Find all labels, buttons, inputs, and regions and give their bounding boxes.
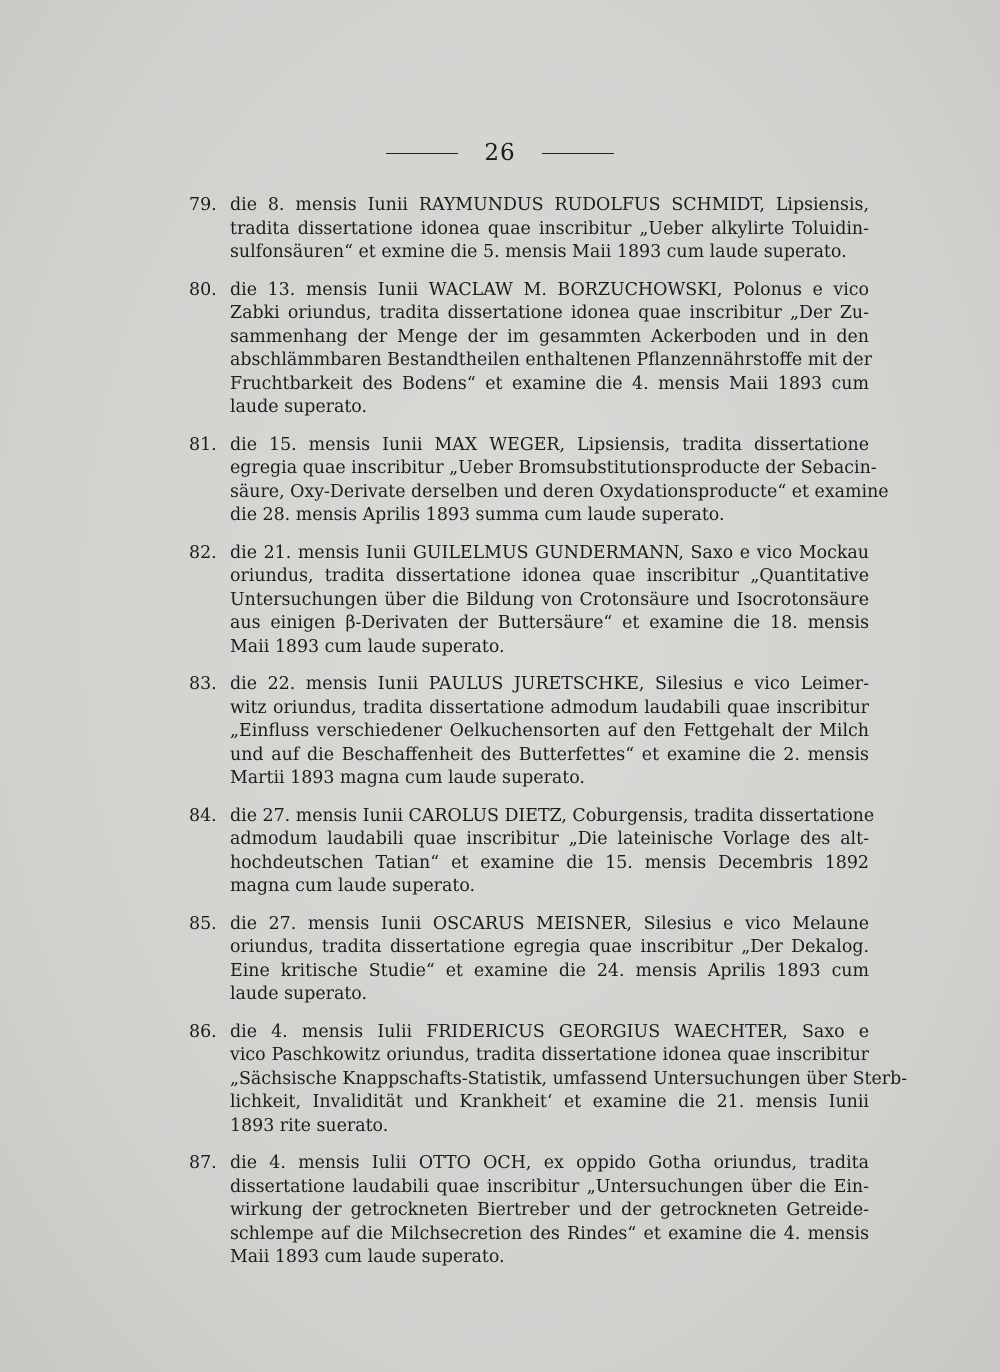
entry-text: die 22. mensis Iunii PAULUS JURETSCHKE, Silesius e vico Leimer- bbox=[230, 674, 869, 694]
entry-line: lichkeit, Invalidität und Krankheit‘ et examine die 21. mensis Iunii bbox=[230, 1092, 869, 1112]
entry-line: oriundus, tradita dissertatione egregia quae inscribitur „Der Dekalog. bbox=[230, 937, 869, 957]
header-rule-left bbox=[386, 153, 458, 154]
entry-number: 80. bbox=[189, 279, 217, 300]
entry-text: die 15. mensis Iunii MAX WEGER, Lipsiensis, tradita dissertatione bbox=[230, 434, 869, 455]
entry-line: die 28. mensis Aprilis 1893 summa cum laude superato. bbox=[230, 505, 725, 525]
entry-number: 87. bbox=[189, 1153, 217, 1173]
entry-line bbox=[189, 913, 869, 937]
entry-line bbox=[189, 434, 869, 458]
entry-line: magna cum laude superato. bbox=[230, 876, 476, 896]
entry-line: abschlämmbaren Bestandtheilen enthaltenen Pflanzennährstoffe mit der bbox=[230, 350, 873, 370]
entry-84 bbox=[189, 805, 875, 899]
entry-line bbox=[189, 542, 869, 566]
entry-line: vico Paschkowitz oriundus, tradita dissertatione idonea quae inscribitur bbox=[230, 1045, 869, 1065]
entry-line: hochdeutschen Tatian“ et examine die 15. mensis Decembris 1892 bbox=[230, 852, 869, 873]
entry-text: die 4. mensis Iulii FRIDERICUS GEORGIUS WAECHTER, Saxo e bbox=[230, 1021, 869, 1042]
entry-line: sulfonsäuren“ et exmine die 5. mensis Maii 1893 cum laude superato. bbox=[230, 242, 847, 262]
entry-line: Untersuchungen über die Bildung von Crotonsäure und Isocrotonsäure bbox=[230, 589, 869, 610]
entry-81 bbox=[189, 434, 889, 528]
entry-number: 86. bbox=[189, 1021, 217, 1042]
entry-79 bbox=[189, 194, 869, 265]
entry-line bbox=[189, 279, 869, 303]
entry-line: admodum laudabili quae inscribitur „Die lateinische Vorlage des alt- bbox=[230, 829, 869, 849]
entry-line: laude superato. bbox=[230, 984, 367, 1004]
entry-number: 85. bbox=[189, 913, 217, 934]
entry-number: 81. bbox=[189, 434, 217, 455]
entry-number: 79. bbox=[189, 195, 217, 215]
entry-line: schlempe auf die Milchsecretion des Rindes“ et examine die 4. mensis bbox=[230, 1223, 869, 1244]
entry-line: „Sächsische Knappschafts-Statistik, umfassend Untersuchungen über Sterb- bbox=[230, 1068, 908, 1089]
entry-line: egregia quae inscribitur „Ueber Bromsubstitutionsproducte der Sebacin- bbox=[230, 458, 877, 478]
entry-line: säure, Oxy-Derivate derselben und deren Oxydationsproducte“ et examine bbox=[230, 481, 889, 502]
entry-line: Fruchtbarkeit des Bodens“ et examine die 4. mensis Maii 1893 cum bbox=[230, 373, 869, 394]
entry-line: oriundus, tradita dissertatione idonea quae inscribitur „Quantitative bbox=[230, 566, 869, 586]
page-number: 26 bbox=[484, 140, 516, 166]
entry-text: die 27. mensis Iunii CAROLUS DIETZ, Coburgensis, tradita dissertatione bbox=[230, 805, 875, 826]
entry-line: Martii 1893 magna cum laude superato. bbox=[230, 768, 585, 788]
entry-line: dissertatione laudabili quae inscribitur „Untersuchungen über die Ein- bbox=[230, 1176, 869, 1197]
entry-number: 84. bbox=[189, 805, 217, 826]
entry-85 bbox=[189, 913, 869, 1007]
entry-number: 83. bbox=[189, 674, 217, 694]
entry-line: und auf die Beschaffenheit des Butterfettes“ et examine die 2. mensis bbox=[230, 744, 869, 765]
entry-number: 82. bbox=[189, 542, 217, 563]
entry-text: die 4. mensis Iulii OTTO OCH, ex oppido Gotha oriundus, tradita bbox=[230, 1153, 869, 1173]
entry-text: die 21. mensis Iunii GUILELMUS GUNDERMANN, Saxo e vico Mockau bbox=[230, 542, 869, 563]
entry-line: aus einigen β-Derivaten der Buttersäure“ et examine die 18. mensis bbox=[230, 613, 869, 633]
entry-86 bbox=[189, 1021, 908, 1139]
entry-line: sammenhang der Menge der im gesammten Ackerboden und in den bbox=[230, 326, 869, 347]
entry-line bbox=[189, 1021, 869, 1045]
entry-87 bbox=[189, 1152, 869, 1270]
entry-line: wirkung der getrockneten Biertreber und der getrockneten Getreide- bbox=[230, 1200, 869, 1220]
entry-line bbox=[189, 673, 869, 697]
entry-line: witz oriundus, tradita dissertatione admodum laudabili quae inscribitur bbox=[230, 697, 869, 718]
entry-text: die 13. mensis Iunii WACLAW M. BORZUCHOWSKI, Polonus e vico bbox=[230, 279, 869, 300]
entry-line: Maii 1893 cum laude superato. bbox=[230, 636, 505, 657]
entry-line: 1893 rite suerato. bbox=[230, 1115, 389, 1136]
entry-line: Eine kritische Studie“ et examine die 24. mensis Aprilis 1893 cum bbox=[230, 960, 869, 981]
entry-line: Maii 1893 cum laude superato. bbox=[230, 1247, 505, 1267]
entry-text: die 8. mensis Iunii RAYMUNDUS RUDOLFUS SCHMIDT, Lipsiensis, bbox=[230, 195, 869, 215]
entry-line bbox=[189, 805, 875, 829]
entry-82 bbox=[189, 542, 869, 660]
entry-line: „Einfluss verschiedener Oelkuchensorten auf den Fettgehalt der Milch bbox=[230, 721, 869, 741]
entry-line: tradita dissertatione idonea quae inscribitur „Ueber alkylirte Toluidin- bbox=[230, 218, 869, 239]
entry-line bbox=[189, 1152, 869, 1176]
entry-text: die 27. mensis Iunii OSCARUS MEISNER, Silesius e vico Melaune bbox=[230, 913, 869, 934]
entry-line bbox=[189, 194, 869, 218]
entry-line: Zabki oriundus, tradita dissertatione idonea quae inscribitur „Der Zu- bbox=[230, 303, 869, 323]
entry-83 bbox=[189, 673, 869, 791]
entry-80 bbox=[189, 279, 873, 420]
header-rule-right bbox=[542, 153, 614, 154]
entry-list bbox=[189, 194, 908, 1284]
page-header bbox=[0, 140, 1000, 166]
entry-line: laude superato. bbox=[230, 397, 367, 417]
